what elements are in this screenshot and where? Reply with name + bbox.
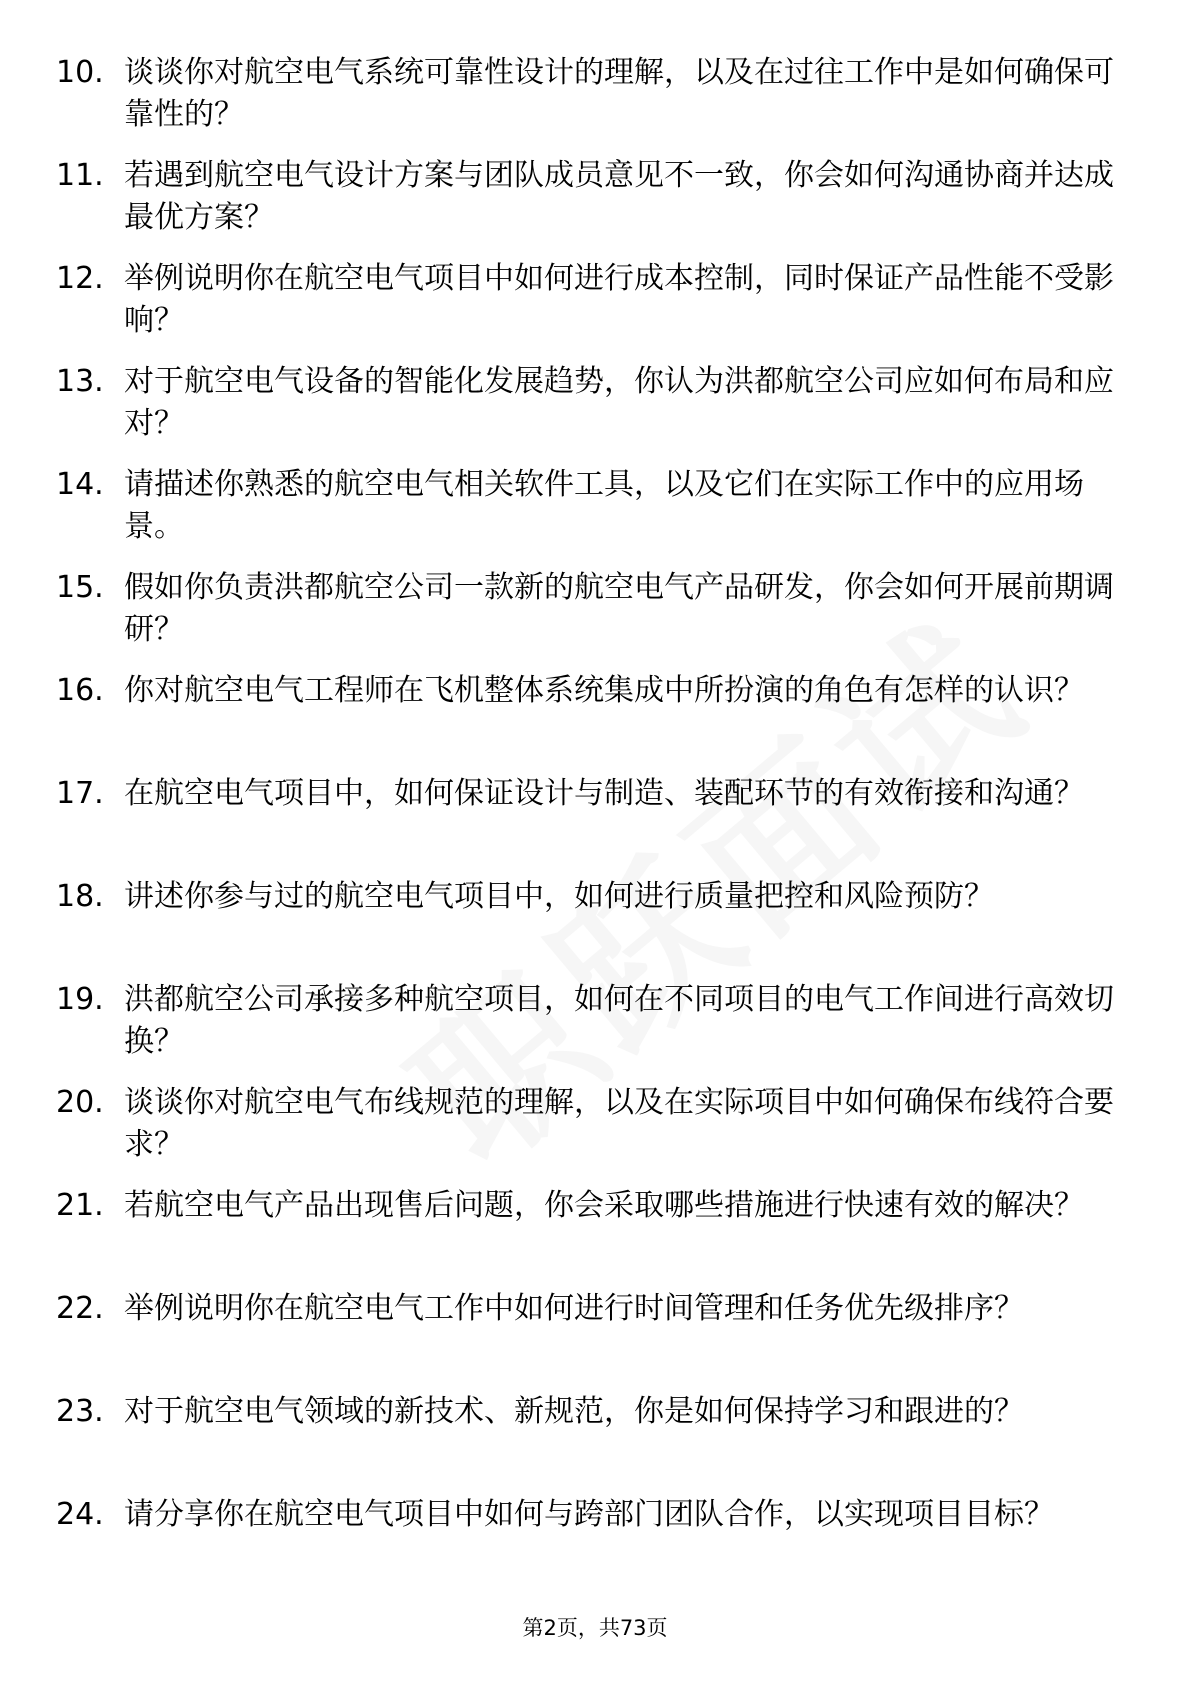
question-text: 你对航空电气工程师在飞机整体系统集成中所扮演的角色有怎样的认识？ — [124, 673, 1084, 708]
question-item — [56, 979, 1116, 1082]
question-item — [56, 464, 1116, 567]
question-list — [56, 52, 1116, 1597]
question-number: 14. — [56, 467, 104, 502]
question-number: 19. — [56, 982, 104, 1017]
question-item — [56, 1082, 1116, 1185]
question-number: 22. — [56, 1291, 104, 1326]
question-number: 17. — [56, 776, 104, 811]
question-text: 请分享你在航空电气项目中如何与跨部门团队合作，以实现项目目标？ — [124, 1497, 1054, 1532]
question-item — [56, 876, 1116, 979]
question-number: 18. — [56, 879, 104, 914]
question-text: 假如你负责洪都航空公司一款新的航空电气产品研发，你会如何开展前期调研？ — [124, 570, 1114, 647]
question-number: 11. — [56, 158, 104, 193]
question-number: 10. — [56, 55, 104, 90]
question-item — [56, 670, 1116, 773]
question-number: 21. — [56, 1188, 104, 1223]
question-item — [56, 773, 1116, 876]
question-number: 24. — [56, 1497, 104, 1532]
question-number: 20. — [56, 1085, 104, 1120]
question-number: 13. — [56, 364, 104, 399]
question-text: 若航空电气产品出现售后问题，你会采取哪些措施进行快速有效的解决？ — [124, 1188, 1084, 1223]
question-item — [56, 1185, 1116, 1288]
question-item — [56, 1288, 1116, 1391]
question-text: 若遇到航空电气设计方案与团队成员意见不一致，你会如何沟通协商并达成最优方案？ — [124, 158, 1114, 235]
question-text: 在航空电气项目中，如何保证设计与制造、装配环节的有效衔接和沟通？ — [124, 776, 1084, 811]
page-footer — [0, 1614, 1190, 1642]
question-item — [56, 361, 1116, 464]
question-text: 洪都航空公司承接多种航空项目，如何在不同项目的电气工作间进行高效切换？ — [124, 982, 1114, 1059]
question-text: 请描述你熟悉的航空电气相关软件工具，以及它们在实际工作中的应用场景。 — [124, 467, 1084, 544]
question-item — [56, 1391, 1116, 1494]
question-number: 16. — [56, 673, 104, 708]
question-number: 12. — [56, 261, 104, 296]
page-number-label: 第2页，共73页 — [522, 1616, 668, 1640]
question-number: 15. — [56, 570, 104, 605]
question-item — [56, 258, 1116, 361]
question-text: 举例说明你在航空电气项目中如何进行成本控制，同时保证产品性能不受影响？ — [124, 261, 1114, 338]
question-item — [56, 52, 1116, 155]
question-item — [56, 567, 1116, 670]
question-text: 举例说明你在航空电气工作中如何进行时间管理和任务优先级排序？ — [124, 1291, 1024, 1326]
question-text: 对于航空电气设备的智能化发展趋势，你认为洪都航空公司应如何布局和应对？ — [124, 364, 1114, 441]
question-item — [56, 155, 1116, 258]
question-text: 谈谈你对航空电气系统可靠性设计的理解，以及在过往工作中是如何确保可靠性的？ — [124, 55, 1114, 132]
question-text: 对于航空电气领域的新技术、新规范，你是如何保持学习和跟进的？ — [124, 1394, 1024, 1429]
question-text: 讲述你参与过的航空电气项目中，如何进行质量把控和风险预防？ — [124, 879, 994, 914]
question-item — [56, 1494, 1116, 1597]
question-text: 谈谈你对航空电气布线规范的理解，以及在实际项目中如何确保布线符合要求？ — [124, 1085, 1114, 1162]
question-number: 23. — [56, 1394, 104, 1429]
